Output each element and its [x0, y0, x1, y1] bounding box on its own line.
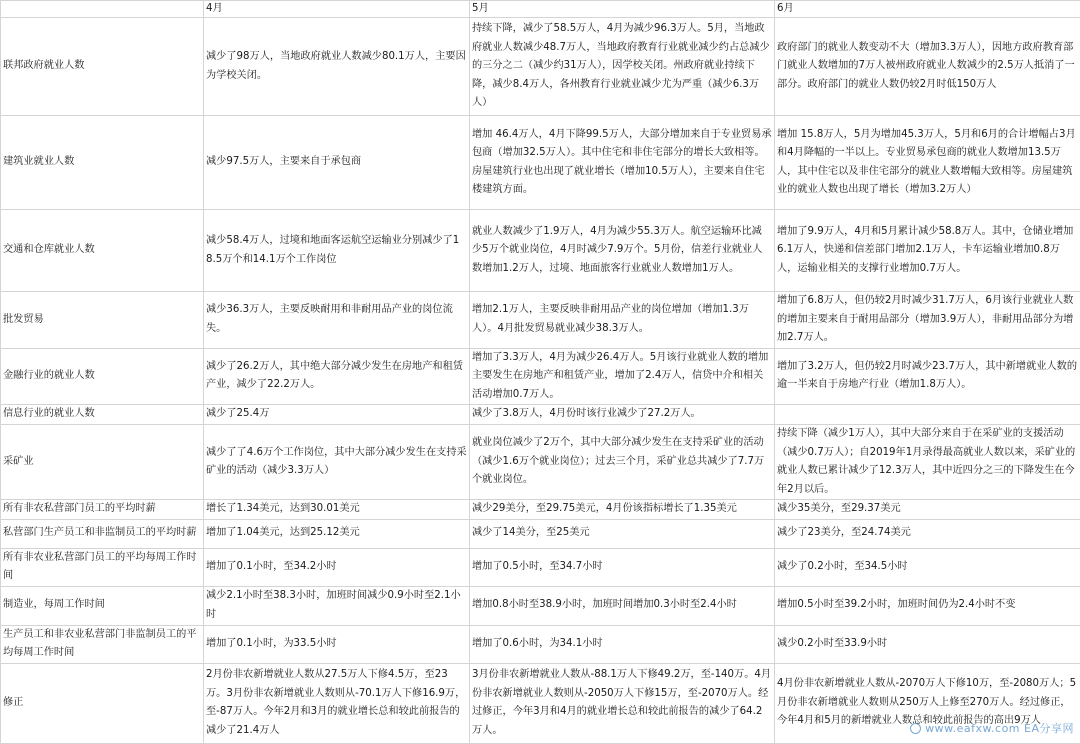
header-cell-may[interactable]: 5月: [470, 1, 775, 18]
may-cell[interactable]: 就业岗位减少了2万个，其中大部分减少发生在支持采矿业的活动（减少1.6万个就业岗位）；过去三个月，采矿业总共减少了7.7万个就业岗位。: [470, 425, 775, 500]
april-cell[interactable]: 减少36.3万人，主要反映耐用和非耐用品产业的岗位流失。: [204, 292, 470, 349]
april-cell[interactable]: 增长了1.34美元，达到30.01美元: [204, 500, 470, 520]
header-cell-blank[interactable]: [1, 1, 204, 18]
row-label-cell[interactable]: 金融行业的就业人数: [1, 348, 204, 405]
may-cell[interactable]: 减少了14美分，至25美元: [470, 519, 775, 548]
may-cell[interactable]: 就业人数减少了1.9万人，4月为减少55.3万人。航空运输环比减少5万个就业岗位，4月时减少7.9万个。5月份，信差行业就业人数增加1.2万人，过境、地面旅客行业就业人数增加1万人。: [470, 210, 775, 292]
june-cell[interactable]: 增加了9.9万人，4月和5月累计减少58.8万人。其中，仓储业增加6.1万人，快递和信差部门增加2.1万人，卡车运输业增加0.8万人，运输业相关的支撑行业增加0.7万人。: [775, 210, 1080, 292]
june-cell[interactable]: 减少了23美分，至24.74美元: [775, 519, 1080, 548]
april-cell[interactable]: 增加了0.1小时，至34.2小时: [204, 548, 470, 586]
table-row: [1, 625, 1080, 663]
table-row: [1, 548, 1080, 586]
row-label-cell[interactable]: 修正: [1, 663, 204, 743]
table-row: [1, 500, 1080, 520]
april-cell[interactable]: 增加了0.1小时，为33.5小时: [204, 625, 470, 663]
table-row: [1, 586, 1080, 625]
row-label-cell[interactable]: 生产员工和非农业私营部门非监制员工的平均每周工作时间: [1, 625, 204, 663]
may-cell[interactable]: 增加了0.5小时，至34.7小时: [470, 548, 775, 586]
june-cell[interactable]: [775, 405, 1080, 425]
may-cell[interactable]: 减少29美分，至29.75美元，4月份该指标增长了1.35美元: [470, 500, 775, 520]
may-cell[interactable]: 持续下降，减少了58.5万人，4月为减少96.3万人。5月，当地政府就业人数减少48.7万人，当地政府教育行业就业减少约占总减少的三分之二（减少约31万人），因学校关闭。州政府就业持续下降，减少8.4万人，各州教育行业就业减少尤为严重（减少6.3万人）: [470, 18, 775, 116]
april-cell[interactable]: 减少了25.4万: [204, 405, 470, 425]
row-label-cell[interactable]: 制造业，每周工作时间: [1, 586, 204, 625]
may-cell[interactable]: 增加2.1万人，主要反映非耐用品产业的岗位增加（增加1.3万人）。4月批发贸易就业减少38.3万人。: [470, 292, 775, 349]
table-row: [1, 210, 1080, 292]
april-cell[interactable]: 减少2.1小时至38.3小时，加班时间减少0.9小时至2.1小时: [204, 586, 470, 625]
may-cell[interactable]: 增加 46.4万人，4月下降99.5万人，大部分增加来自于专业贸易承包商（增加32.5万人）。其中住宅和非住宅部分的增长大致相等。房屋建筑行业也出现了就业增长（增加10.5万人），主要来自住宅楼建筑方面。: [470, 116, 775, 210]
header-cell-april[interactable]: 4月: [204, 1, 470, 18]
may-cell[interactable]: 增加了3.3万人，4月为减少26.4万人。5月该行业就业人数的增加主要发生在房地产和租赁产业，增加了2.4万人，信贷中介和相关活动增加0.7万人。: [470, 348, 775, 405]
june-cell[interactable]: 政府部门的就业人数变动不大（增加3.3万人），因地方政府教育部门就业人数增加的7万人被州政府就业人数减少的2.5万人抵消了一部分。政府部门的就业人数仍较2月时低150万人: [775, 18, 1080, 116]
april-cell[interactable]: 减少58.4万人，过境和地面客运航空运输业分别减少了18.5万个和14.1万个工作岗位: [204, 210, 470, 292]
april-cell[interactable]: 2月份非农新增就业人数从27.5万人下修4.5万，至23万。3月份非农新增就业人数则从-70.1万人下修16.9万，至-87万人。今年2月和3月的就业增长总和较此前报告的减少了21.4万人: [204, 663, 470, 743]
table-row: [1, 348, 1080, 405]
row-label-cell[interactable]: 私营部门生产员工和非监制员工的平均时薪: [1, 519, 204, 548]
april-cell[interactable]: 减少了了4.6万个工作岗位，其中大部分减少发生在支持采矿业的活动（减少3.3万人）: [204, 425, 470, 500]
april-cell[interactable]: 增加了1.04美元，达到25.12美元: [204, 519, 470, 548]
table-row: [1, 116, 1080, 210]
row-label-cell[interactable]: 所有非农业私营部门员工的平均每周工作时间: [1, 548, 204, 586]
table-row: [1, 292, 1080, 349]
june-cell[interactable]: 减少35美分，至29.37美元: [775, 500, 1080, 520]
june-cell[interactable]: 减少0.2小时至33.9小时: [775, 625, 1080, 663]
june-cell[interactable]: 减少了0.2小时，至34.5小时: [775, 548, 1080, 586]
header-cell-june[interactable]: 6月: [775, 1, 1080, 18]
header-row: [1, 1, 1080, 18]
may-cell[interactable]: 增加了0.6小时，为34.1小时: [470, 625, 775, 663]
june-cell[interactable]: 增加了6.8万人，但仍较2月时减少31.7万人，6月该行业就业人数的增加主要来自于耐用品部分（增加3.9万人），非耐用品部分为增加2.7万人。: [775, 292, 1080, 349]
table-row: [1, 425, 1080, 500]
row-label-cell[interactable]: 联邦政府就业人数: [1, 18, 204, 116]
april-cell[interactable]: 减少了98万人，当地政府就业人数减少80.1万人，主要因为学校关闭。: [204, 18, 470, 116]
row-label-cell[interactable]: 建筑业就业人数: [1, 116, 204, 210]
june-cell[interactable]: 增加0.5小时至39.2小时，加班时间仍为2.4小时不变: [775, 586, 1080, 625]
june-cell[interactable]: 4月份非农新增就业人数从-2070万人下修10万，至-2080万人；5月份非农新增就业人数则从250万人上修至270万人。经过修正，今年4月和5月的新增就业人数总和较此前报告的高出9万人: [775, 663, 1080, 743]
april-cell[interactable]: 减少97.5万人，主要来自于承包商: [204, 116, 470, 210]
site-watermark: [910, 720, 1074, 736]
june-cell[interactable]: 持续下降（减少1万人），其中大部分来自于在采矿业的支援活动（减少0.7万人）；自2019年1月录得最高就业人数以来，采矿业的就业人数已累计减少了12.3万人，其中近四分之三的下降发生在今年2月以后。: [775, 425, 1080, 500]
row-label-cell[interactable]: 交通和仓库就业人数: [1, 210, 204, 292]
globe-icon: [910, 723, 921, 734]
june-cell[interactable]: 增加 15.8万人，5月为增加45.3万人，5月和6月的合计增幅占3月和4月降幅的一半以上。专业贸易承包商的就业人数增加13.5万人，其中住宅以及非住宅部分的就业人数增幅大致相等。房屋建筑业的就业人数也出现了增长（增加3.2万人）: [775, 116, 1080, 210]
table-row: [1, 519, 1080, 548]
watermark-text: www.eafxw.com EA分享网: [925, 720, 1074, 736]
row-label-cell[interactable]: 采矿业: [1, 425, 204, 500]
table-row: [1, 18, 1080, 116]
may-cell[interactable]: 3月份非农新增就业人数从-88.1万人下修49.2万，至-140万。4月份非农新增就业人数则从-2050万人下修15万，至-2070万人。经过修正，今年3月和4月的就业增长总和较此前报告的减少了64.2万人。: [470, 663, 775, 743]
june-cell[interactable]: 增加了3.2万人，但仍较2月时减少23.7万人，其中新增就业人数的逾一半来自于房地产行业（增加1.8万人）。: [775, 348, 1080, 405]
row-label-cell[interactable]: 批发贸易: [1, 292, 204, 349]
may-cell[interactable]: 增加0.8小时至38.9小时，加班时间增加0.3小时至2.4小时: [470, 586, 775, 625]
may-cell[interactable]: 减少了3.8万人，4月份时该行业减少了27.2万人。: [470, 405, 775, 425]
table-row: [1, 405, 1080, 425]
april-cell[interactable]: 减少了26.2万人，其中绝大部分减少发生在房地产和租赁产业，减少了22.2万人。: [204, 348, 470, 405]
row-label-cell[interactable]: 所有非农私营部门员工的平均时薪: [1, 500, 204, 520]
row-label-cell[interactable]: 信息行业的就业人数: [1, 405, 204, 425]
